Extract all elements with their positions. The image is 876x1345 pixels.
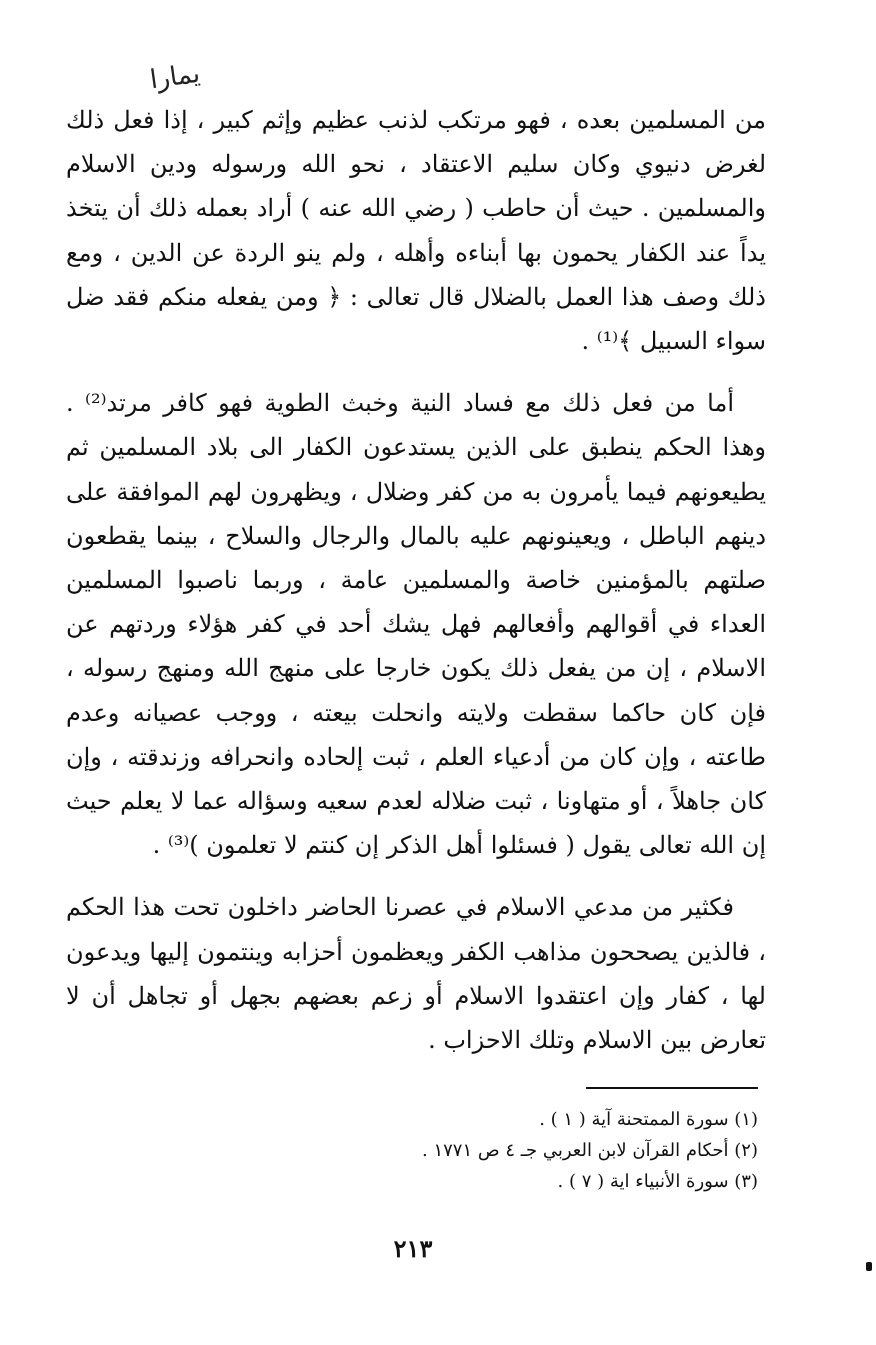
footnote-divider [586,1087,758,1089]
body-text [66,98,766,1062]
footnote-3: (٣) سورة الأنبياء اية ( ٧ ) . [557,1171,758,1192]
footnote-1: (١) سورة الممتحنة آية ( ١ ) . [539,1109,758,1130]
footnotes [68,1104,758,1197]
paragraph-1: من المسلمين بعده ، فهو مرتكب لذنب عظيم وإثم كبير ، إذا فعل ذلك لغرض دنيوي وكان سليم الاعتقاد ، نحو الله ورسوله ودين الاسلام والمسلمين . حيث أن حاطب ( رضي الله عنه ) أراد بعمله ذلك أن يتخذ يداً عند الكفار يحمون بها أبناءه وأهله ، ولم ينو الردة عن الدين ، ومع ذلك وصف هذا العمل بالضلال قال تعالى : ﴿ ومن يفعله منكم فقد ضل سواء السبيل ﴾⁽¹⁾ . [66,106,766,356]
handwritten-margin-note: يمارا [148,58,202,96]
footnote-2: (٢) أحكام القرآن لابن العربي جـ ٤ ص ١٧٧١ . [421,1140,758,1161]
paragraph-2: أما من فعل ذلك مع فساد النية وخبث الطوية فهو كافر مرتد⁽²⁾ . وهذا الحكم ينطبق على الذين يستدعون الكفار الى بلاد المسلمين ثم يطيعونهم فيما يأمرون به من كفر وضلال ، ويظهرون لهم الموافقة على دينهم الباطل ، ويعينونهم عليه بالمال والرجال والسلاح ، بينما يقطعون صلتهم بالمؤمنين خاصة والمسلمين عامة ، وربما ناصبوا المسلمين العداء في أقوالهم وأفعالهم فهل يشك أحد في كفر هؤلاء وردتهم عن الاسلام ، إن من يفعل ذلك يكون خارجا على منهج الله ومنهج رسوله ، فإن كان حاكما سقطت ولايته وانحلت بيعته ، ووجب عصيانه وعدم طاعته ، وإن كان من أدعياء العلم ، ثبت إلحاده وانحرافه وزندقته ، وإن كان جاهلاً ، أو متهاونا ، ثبت ضلاله لعدم سعيه وسؤاله عما لا يعلم حيث إن الله تعالى يقول ( فسئلوا أهل الذكر إن كنتم لا تعلمون )⁽³⁾ . [66,389,767,860]
paragraph-3: فكثير من مدعي الاسلام في عصرنا الحاضر داخلون تحت هذا الحكم ، فالذين يصححون مذاهب الكفر ويعظمون أحزابه وينتمون إليها ويدعون لها ، كفار وإن اعتقدوا الاسلام أو زعم بعضهم بجهل أو تجاهل أن لا تعارض بين الاسلام وتلك الاحزاب . [66,893,766,1055]
page-number: ٢١٣ [393,1234,433,1263]
scan-speck [866,1262,872,1271]
